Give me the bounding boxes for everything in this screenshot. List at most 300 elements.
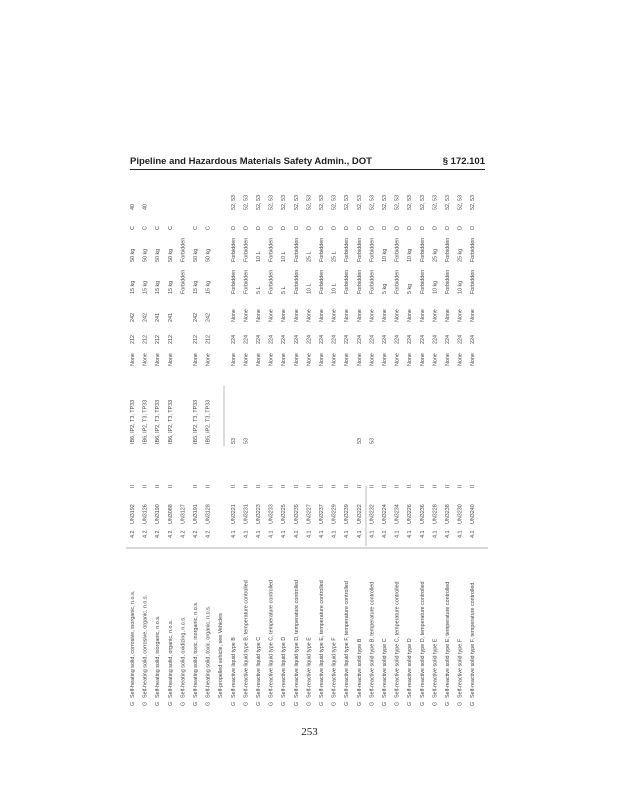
cell-cargo: 50 kg: [167, 248, 174, 262]
cell-pax: Forbidden: [356, 269, 363, 294]
cell-pax: 5 L: [281, 286, 288, 294]
table-row: [357, 195, 363, 706]
cell-pg: II: [470, 485, 477, 488]
cell-cargo: 10 L: [256, 251, 262, 262]
cell-exc: None: [293, 353, 300, 366]
cell-pax: Forbidden: [319, 269, 325, 294]
cell-stow: D: [268, 226, 275, 230]
table-row: [243, 195, 249, 706]
table-row: [218, 613, 224, 698]
cell-pax: 10 kg: [432, 280, 439, 294]
cell-other: 52, 53: [369, 195, 376, 210]
running-head: [130, 156, 485, 170]
cell-sym: G: [331, 701, 338, 706]
hazmat-table: [126, 176, 488, 712]
cell-pg: II: [256, 485, 262, 488]
cell-pg: II: [142, 485, 149, 488]
cell-stow: C: [193, 226, 199, 230]
table-row: [168, 226, 174, 706]
cell-pg: II: [369, 485, 376, 488]
cell-bulk: None: [369, 309, 376, 322]
cell-pax: 15 kg: [130, 280, 136, 294]
cell-pg: II: [155, 485, 162, 488]
cell-cls: 4.1: [470, 530, 477, 538]
cell-bulk: None: [382, 309, 388, 322]
cell-desc: Self-reactive liquid type E, temperature controlled: [319, 580, 325, 698]
cell-cargo: Forbidden: [319, 237, 325, 262]
table-row: [432, 195, 438, 706]
cell-nonbulk: 224: [243, 335, 250, 344]
cell-sym: G: [281, 701, 288, 706]
table-row: [395, 195, 401, 706]
cell-cls: 4.1: [281, 530, 288, 538]
cell-pax: 5 kg: [407, 283, 414, 294]
table-row: [369, 195, 375, 706]
cell-desc: Self-heating solid, inorganic, n.o.s.: [155, 615, 162, 698]
cell-cls: 4.1: [394, 530, 401, 538]
cell-pax: 10 L: [306, 283, 313, 294]
cell-exc: None: [331, 353, 338, 366]
cell-exc: None: [142, 353, 149, 366]
cell-bulk: None: [230, 309, 237, 322]
cell-pg: II: [432, 485, 439, 488]
cell-pg: II: [407, 485, 414, 488]
cell-desc: Self-reactive liquid type D: [281, 636, 288, 698]
cell-cls: 4.1: [230, 530, 237, 538]
cell-stow: C: [130, 226, 136, 230]
cell-id: UN3230: [457, 504, 464, 524]
cell-sym: G: [419, 701, 426, 706]
cell-desc: Self-reactive solid type C: [382, 638, 388, 698]
cell-pg: II: [445, 485, 451, 488]
cell-exc: None: [382, 353, 388, 366]
cell-cargo: Forbidden: [394, 237, 401, 262]
table-row: [180, 238, 186, 706]
cell-id: UN3223: [256, 504, 262, 524]
cell-exc: None: [369, 353, 376, 366]
cell-id: UN3221: [230, 504, 237, 524]
cell-stow: D: [382, 226, 388, 230]
cell-nonbulk: 224: [268, 335, 275, 344]
cell-cargo: 25 kg: [457, 248, 464, 262]
cell-cargo: Forbidden: [369, 237, 376, 262]
table-row: [332, 195, 338, 706]
cell-pg: II: [230, 485, 237, 488]
cell-exc: None: [457, 353, 464, 366]
table-row: [294, 195, 300, 706]
cell-bulk: 242: [193, 313, 199, 322]
cell-stow: D: [331, 226, 338, 230]
cell-other: 40: [142, 204, 149, 210]
cell-stow: C: [167, 226, 174, 230]
hazmat-table-rotated: [126, 176, 488, 712]
cell-bulk: None: [268, 309, 275, 322]
cell-id: UN3228: [432, 504, 439, 524]
cell-codes: IB5, IP2, T3, TP33: [205, 399, 212, 444]
cell-desc: Self-reactive solid type E: [432, 638, 439, 698]
cell-codes: IB6, IP2, T3, TP33: [130, 399, 136, 444]
cell-id: UN3238: [445, 504, 451, 524]
cell-other: 52, 53: [445, 195, 451, 210]
cell-exc: None: [130, 353, 136, 366]
cell-pax: 5 L: [256, 286, 262, 294]
cell-stow: D: [344, 226, 351, 230]
cell-stow: D: [243, 226, 250, 230]
cell-pax: Forbidden: [419, 269, 426, 294]
cell-stow: D: [419, 226, 426, 230]
cell-cargo: 10 L: [281, 251, 288, 262]
cell-sym: G: [382, 701, 388, 706]
cell-other: 52, 53: [470, 195, 477, 210]
cell-pg: II: [356, 485, 363, 488]
cell-cargo: 10 kg: [407, 248, 414, 262]
cell-cls: 4.2: [142, 530, 149, 538]
cell-pax: 15 kg: [155, 280, 162, 294]
cell-exc: None: [230, 353, 237, 366]
cell-sym: G: [130, 701, 136, 706]
table-row: [269, 195, 275, 706]
cell-exc: None: [205, 353, 212, 366]
cell-id: UN3222: [356, 504, 363, 524]
cell-nonbulk: 224: [394, 335, 401, 344]
cell-sym: G: [293, 701, 300, 706]
cell-bulk: None: [256, 309, 262, 322]
cell-stow: C: [205, 226, 212, 230]
table-row: [130, 204, 136, 706]
cell-bulk: None: [445, 309, 451, 322]
cell-pg: II: [306, 485, 313, 488]
running-head-section: § 172.101: [442, 156, 485, 167]
cell-bulk: None: [281, 309, 288, 322]
cell-bulk: None: [356, 309, 363, 322]
cell-exc: None: [193, 353, 199, 366]
cell-id: UN3227: [306, 504, 313, 524]
cell-id: UN3225: [281, 504, 288, 524]
cell-cls: 4.2: [155, 530, 162, 538]
header-rule: [130, 169, 485, 170]
cell-stow: D: [457, 226, 464, 230]
cell-nonbulk: 212: [205, 335, 212, 344]
cell-sym: G: [167, 701, 174, 706]
cell-sym: G: [142, 701, 149, 706]
cell-bulk: None: [432, 309, 439, 322]
cell-cargo: 50 kg: [193, 248, 199, 262]
cell-id: UN3234: [394, 504, 401, 524]
cell-cargo: Forbidden: [419, 237, 426, 262]
cell-sym: G: [457, 701, 464, 706]
cell-desc: Self-reactive liquid type D, temperature controlled: [293, 579, 300, 698]
cell-pg: II: [193, 485, 199, 488]
cell-codes: IB6, IP2, T3, TP33: [155, 399, 162, 444]
cell-bulk: None: [407, 309, 414, 322]
cell-stow: C: [142, 226, 149, 230]
table-row: [445, 195, 451, 706]
cell-bulk: 241: [155, 313, 162, 322]
cell-pax: 5 kg: [382, 283, 388, 294]
cell-sym: G: [268, 701, 275, 706]
cell-nonbulk: 224: [281, 335, 288, 344]
cell-stow: D: [356, 226, 363, 230]
cell-sym: G: [205, 701, 212, 706]
cell-exc: None: [344, 353, 351, 366]
cell-bulk: 241: [167, 313, 174, 322]
table-row: [382, 195, 388, 706]
cell-id: UN3190: [155, 504, 162, 524]
cell-id: UN3191: [193, 504, 199, 524]
cell-stow: D: [470, 226, 477, 230]
cell-other: 52, 53: [394, 195, 401, 210]
cell-id: UN3088: [167, 504, 174, 524]
cell-cls: 4.2: [205, 530, 212, 538]
running-head-title: Pipeline and Hazardous Materials Safety Admin., DOT: [130, 156, 372, 167]
cell-cls: 4.1: [457, 530, 464, 538]
cell-cls: 4.2: [180, 530, 187, 538]
cell-exc: None: [419, 353, 426, 366]
cell-id: UN3192: [130, 504, 136, 524]
cell-id: UN3231: [243, 504, 250, 524]
cell-desc: Self-heating solid, toxic, organic, n.o.s.: [205, 605, 212, 698]
cell-exc: None: [268, 353, 275, 366]
cell-codes: 53: [369, 438, 376, 444]
cell-codes: 53: [230, 438, 237, 444]
cell-exc: None: [243, 353, 250, 366]
cell-bulk: None: [457, 309, 464, 322]
cell-codes: IB6, IP2, T3, TP33: [167, 399, 174, 444]
cell-bulk: 242: [130, 313, 136, 322]
cell-cargo: 50 kg: [142, 248, 149, 262]
cell-desc: Self-reactive solid type B: [356, 638, 363, 698]
cell-pg: II: [319, 485, 325, 488]
cell-other: 52, 53: [407, 195, 414, 210]
cell-other: 52, 53: [356, 195, 363, 210]
cell-cls: 4.1: [432, 530, 439, 538]
cell-sym: G: [306, 701, 313, 706]
cell-pg: II: [130, 485, 136, 488]
cell-exc: None: [407, 353, 414, 366]
cell-pax: 15 kg: [167, 280, 174, 294]
cell-desc: Self-reactive liquid type B, temperature controlled: [243, 580, 250, 698]
cell-sym: G: [256, 701, 262, 706]
cell-pg: II: [293, 485, 300, 488]
cell-other: 52, 53: [306, 195, 313, 210]
cell-nonbulk: 224: [382, 335, 388, 344]
cell-other: 52, 53: [230, 195, 237, 210]
cell-exc: None: [167, 353, 174, 366]
table-row: [193, 226, 199, 706]
page-number: 253: [301, 726, 318, 738]
cell-cargo: 50 kg: [205, 248, 212, 262]
cell-bulk: None: [394, 309, 401, 322]
cell-sym: G: [243, 701, 250, 706]
cell-desc: Self-heating solid, corrosive, inorganic, n.o.s.: [130, 590, 136, 698]
cell-cargo: 25 kg: [432, 248, 439, 262]
cell-cargo: 10 kg: [382, 248, 388, 262]
cell-nonbulk: 224: [457, 335, 464, 344]
cell-id: UN3127: [180, 504, 187, 524]
cell-pg: II: [382, 485, 388, 488]
cell-id: UN3235: [293, 504, 300, 524]
cell-pg: II: [205, 485, 212, 488]
cell-bulk: None: [306, 309, 313, 322]
cell-desc: Self-heating solid, oxidizing, n.o.s.: [180, 616, 187, 698]
cell-stow: D: [445, 226, 451, 230]
cell-pax: 15 kg: [142, 280, 149, 294]
cell-nonbulk: 212: [167, 335, 174, 344]
cell-bulk: None: [243, 309, 250, 322]
cell-bulk: None: [319, 309, 325, 322]
cell-pax: Forbidden: [180, 269, 187, 294]
cell-stow: D: [281, 226, 288, 230]
cell-sym: G: [155, 701, 162, 706]
cell-desc: Self-heating solid, toxic, inorganic, n.o.s.: [193, 601, 199, 698]
cell-exc: None: [432, 353, 439, 366]
cell-cargo: Forbidden: [268, 237, 275, 262]
cell-cls: 4.1: [306, 530, 313, 538]
cell-other: 52, 53: [331, 195, 338, 210]
cell-pax: 10 kg: [457, 280, 464, 294]
table-row: [281, 195, 287, 706]
cell-nonbulk: 212: [193, 335, 199, 344]
cell-exc: None: [356, 353, 363, 366]
cell-desc: Self-reactive solid type C, temperature controlled: [394, 581, 401, 698]
cell-exc: None: [155, 353, 162, 366]
cell-codes: 53: [243, 438, 250, 444]
cell-cls: 4.1: [382, 530, 388, 538]
table-row: [407, 195, 413, 706]
cell-stow: D: [432, 226, 439, 230]
cell-sym: G: [369, 701, 376, 706]
cell-nonbulk: 224: [356, 335, 363, 344]
cell-sym: G: [407, 701, 414, 706]
cell-id: UN3237: [319, 504, 325, 524]
cell-bulk: None: [470, 309, 477, 322]
cell-cargo: Forbidden: [180, 237, 187, 262]
cell-sym: G: [394, 701, 401, 706]
cell-desc: Self-reactive solid type F, temperature controlled: [470, 582, 477, 698]
cell-id: UN3126: [142, 504, 149, 524]
cell-pg: II: [331, 485, 338, 488]
cell-nonbulk: 212: [142, 335, 149, 344]
cell-desc: Self-reactive liquid type C: [256, 636, 262, 698]
cell-cargo: 25 L: [306, 251, 313, 262]
cell-exc: None: [445, 353, 451, 366]
cell-desc: Self-reactive solid type B, temperature controlled: [369, 581, 376, 698]
table-row: [206, 226, 212, 706]
cell-sym: G: [445, 701, 451, 706]
table-row: [470, 195, 476, 706]
cell-cargo: 25 L: [331, 251, 338, 262]
cell-nonbulk: 224: [256, 335, 262, 344]
cell-exc: None: [256, 353, 262, 366]
cell-cargo: Forbidden: [356, 237, 363, 262]
cell-pax: Forbidden: [243, 269, 250, 294]
cell-stow: D: [394, 226, 401, 230]
cell-cargo: Forbidden: [445, 237, 451, 262]
cell-codes: 53: [356, 438, 363, 444]
cell-pax: Forbidden: [394, 269, 401, 294]
cell-desc: Self-reactive liquid type B: [230, 637, 237, 698]
cell-stow: D: [230, 226, 237, 230]
cell-bulk: None: [293, 309, 300, 322]
cell-other: 52, 53: [432, 195, 439, 210]
cell-cls: 4.1: [344, 530, 351, 538]
cell-bulk: None: [419, 309, 426, 322]
cell-bulk: 242: [142, 313, 149, 322]
table-row: [344, 195, 350, 706]
cell-id: UN3229: [331, 504, 338, 524]
cell-nonbulk: 224: [432, 335, 439, 344]
cell-cls: 4.1: [331, 530, 338, 538]
cell-id: UN3232: [369, 504, 376, 524]
cell-cls: 4.1: [419, 530, 426, 538]
cell-desc: Self-reactive liquid type C, temperature controlled: [268, 579, 275, 698]
cell-pax: Forbidden: [369, 269, 376, 294]
cell-sym: G: [180, 701, 187, 706]
cell-cls: 4.1: [319, 530, 325, 538]
cell-exc: None: [394, 353, 401, 366]
cell-other: 52, 53: [419, 195, 426, 210]
cell-cls: 4.1: [243, 530, 250, 538]
cell-pax: Forbidden: [293, 269, 300, 294]
cell-other: 52, 53: [293, 195, 300, 210]
cell-bulk: None: [331, 309, 338, 322]
cell-other: 52, 53: [281, 195, 288, 210]
cell-nonbulk: 224: [331, 335, 338, 344]
cell-nonbulk: 224: [230, 335, 237, 344]
cell-pax: Forbidden: [344, 269, 351, 294]
cell-pg: II: [419, 485, 426, 488]
cell-cls: 4.2: [167, 530, 174, 538]
cell-other: 52, 53: [243, 195, 250, 210]
table-row: [143, 204, 149, 706]
cell-pax: Forbidden: [445, 269, 451, 294]
cell-pg: II: [268, 485, 275, 488]
cell-cargo: Forbidden: [344, 237, 351, 262]
cell-nonbulk: 224: [344, 335, 351, 344]
cell-cargo: 50 kg: [130, 248, 136, 262]
cell-sym: G: [432, 701, 439, 706]
cell-other: 52, 53: [319, 195, 325, 210]
cell-other: 52, 53: [457, 195, 464, 210]
cell-exc: None: [470, 353, 477, 366]
cell-exc: None: [306, 353, 313, 366]
cell-sym: G: [470, 701, 477, 706]
table-row: [306, 195, 312, 706]
cell-exc: None: [319, 353, 325, 366]
cell-nonbulk: 224: [445, 335, 451, 344]
cell-pax: 15 kg: [193, 280, 199, 294]
cell-pg: II: [281, 485, 288, 488]
cell-other: 52, 53: [256, 195, 262, 210]
cell-cls: 4.1: [369, 530, 376, 538]
cell-desc: Self-reactive liquid type F, temperature controlled: [344, 581, 351, 698]
cell-stow: D: [319, 226, 325, 230]
cell-stow: D: [407, 226, 414, 230]
cell-nonbulk: 224: [319, 335, 325, 344]
table-row: [155, 226, 161, 706]
cell-desc: Self-heating solid, corrosive, organic, n.o.s.: [142, 594, 149, 698]
table-row: [319, 195, 325, 706]
cell-desc: Self-reactive liquid type E: [306, 637, 313, 698]
cell-pax: Forbidden: [230, 269, 237, 294]
cell-nonbulk: 224: [470, 335, 477, 344]
table-row: [420, 195, 426, 706]
cell-sym: G: [230, 701, 237, 706]
cell-pax: 15 kg: [205, 280, 212, 294]
cell-cargo: Forbidden: [470, 237, 477, 262]
cell-cls: 4.1: [445, 530, 451, 538]
cell-other: 52, 53: [268, 195, 275, 210]
